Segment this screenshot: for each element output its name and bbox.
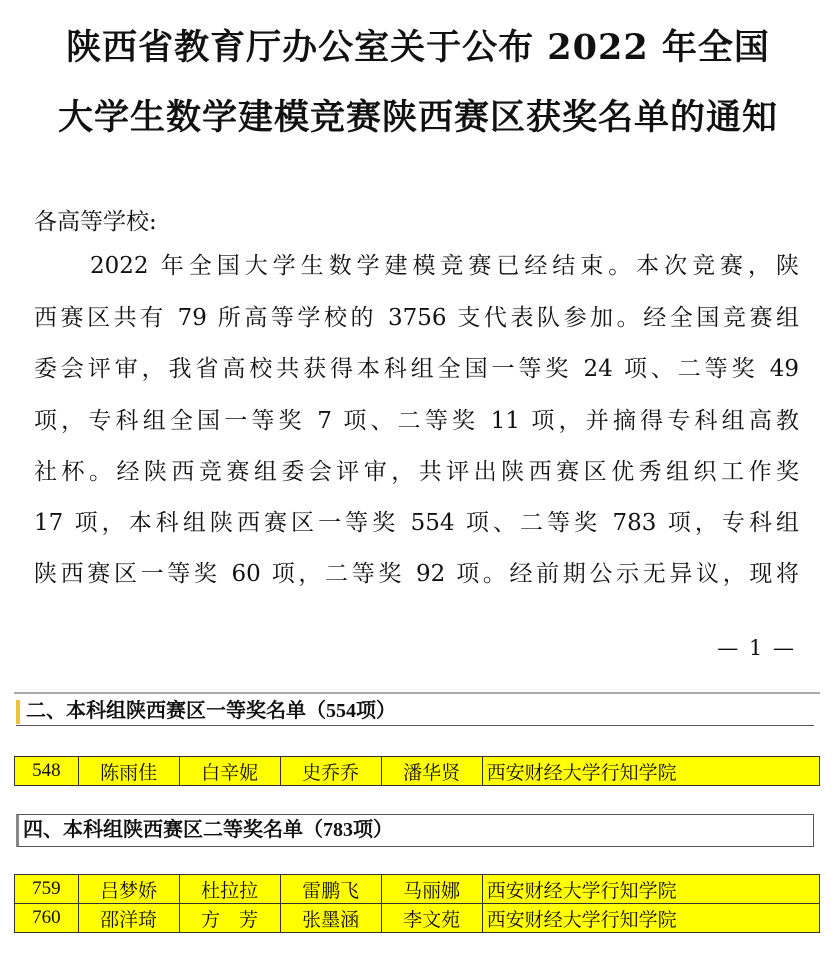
advisor-name: 马丽娜 <box>381 875 482 904</box>
member-name: 邵洋琦 <box>78 904 179 933</box>
divider <box>14 692 820 694</box>
advisor-name: 潘华贤 <box>381 757 482 786</box>
member-name: 陈雨佳 <box>78 757 179 786</box>
document-title-line-2: 大学生数学建模竞赛陕西赛区获奖名单的通知 <box>57 97 778 138</box>
table-row <box>15 875 820 904</box>
paragraph-line: 项，专科组全国一等奖 7 项、二等奖 11 项，并摘得专科组高教 <box>34 408 799 434</box>
paragraph-line: 2022 年全国大学生数学建模竞赛已经结束。本次竞赛，陕 <box>90 253 799 279</box>
section-heading-text: 四、本科组陕西赛区二等奖名单（783项） <box>23 819 393 841</box>
school-name: 西安财经大学行知学院 <box>482 875 819 904</box>
paragraph-line: 委会评审，我省高校共获得本科组全国一等奖 24 项、二等奖 49 <box>34 356 799 382</box>
paragraph-line: 陕西赛区一等奖 60 项，二等奖 92 项。经前期公示无异议，现将 <box>34 561 799 587</box>
member-name: 吕梦娇 <box>78 875 179 904</box>
team-number: 759 <box>15 875 79 904</box>
document-title-line-1: 陕西省教育厅办公室关于公布 2022 年全国 <box>66 27 770 68</box>
table-row <box>15 757 820 786</box>
member-name: 史乔乔 <box>280 757 381 786</box>
section-heading-first-prize <box>16 696 814 726</box>
member-name: 白辛妮 <box>179 757 280 786</box>
member-name: 方 芳 <box>179 904 280 933</box>
advisor-name: 李文苑 <box>381 904 482 933</box>
paragraph-line: 社杯。经陕西竞赛组委会评审，共评出陕西赛区优秀组织工作奖 <box>34 459 799 485</box>
table-row <box>15 904 820 933</box>
section-heading-text: 二、本科组陕西赛区一等奖名单（554项） <box>26 700 396 722</box>
member-name: 张墨涵 <box>280 904 381 933</box>
paragraph-line: 17 项，本科组陕西赛区一等奖 554 项、二等奖 783 项，专科组 <box>34 510 799 536</box>
team-number: 548 <box>15 757 79 786</box>
first-prize-table <box>14 756 820 786</box>
member-name: 杜拉拉 <box>179 875 280 904</box>
school-name: 西安财经大学行知学院 <box>482 757 819 786</box>
second-prize-table <box>14 874 820 933</box>
heading-marker <box>16 700 20 724</box>
paragraph-line: 西赛区共有 79 所高等学校的 3756 支代表队参加。经全国竞赛组 <box>34 305 799 331</box>
section-heading-second-prize <box>16 814 814 847</box>
member-name: 雷鹏飞 <box>280 875 381 904</box>
page-number: — 1 — <box>717 636 796 660</box>
school-name: 西安财经大学行知学院 <box>482 904 819 933</box>
team-number: 760 <box>15 904 79 933</box>
salutation: 各高等学校: <box>34 209 157 235</box>
